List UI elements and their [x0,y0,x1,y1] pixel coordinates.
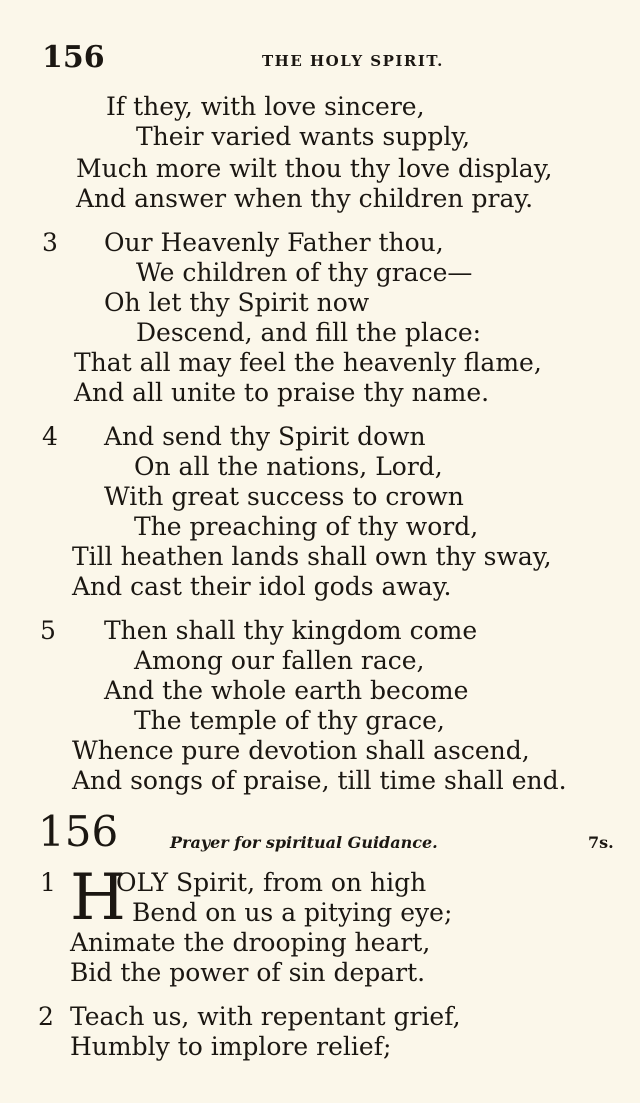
hymn-meter: 7s. [588,833,614,852]
stanza-line: And answer when thy children pray. [76,184,534,213]
verse-number: 4 [42,422,58,451]
stanza-line: With great success to crown [104,482,464,511]
page-header [40,40,610,76]
running-title: THE HOLY SPIRIT. [262,52,444,70]
hymn-number: 156 [38,807,119,856]
stanza-line: The temple of thy grace, [134,706,445,735]
stanza-line: That all may feel the heavenly flame, [74,348,542,377]
stanza-line: Among our fallen race, [134,646,425,675]
stanza-line: And the whole earth become [104,676,469,705]
stanza-line: Animate the drooping heart, [70,928,431,957]
stanza-line: And all unite to praise thy name. [74,378,490,407]
verse-number: 3 [42,228,58,257]
stanza-line: Oh let thy Spirit now [104,288,370,317]
stanza-line: Bend on us a pitying eye; [132,898,453,927]
stanza-line: OLY Spirit, from on high [116,868,427,897]
stanza-line: On all the nations, Lord, [134,452,443,481]
drop-cap: H [70,861,126,935]
verse-number: 2 [38,1002,54,1031]
stanza-line: Whence pure devotion shall ascend, [72,736,530,765]
stanza-line: Then shall thy kingdom come [104,616,478,645]
hymn-title: Prayer for spiritual Guidance. [170,833,438,852]
verse-number: 1 [40,868,56,897]
stanza-line: Our Heavenly Father thou, [104,228,444,257]
verse-number: 5 [40,616,56,645]
stanza-line: And songs of praise, till time shall end. [72,766,567,795]
stanza-line: If they, with love sincere, [106,92,425,121]
stanza-line: Their varied wants supply, [136,122,471,151]
stanza-line: Teach us, with repentant grief, [70,1002,461,1031]
stanza-line: The preaching of thy word, [134,512,479,541]
stanza-line: Till heathen lands shall own thy sway, [72,542,552,571]
stanza-line: And send thy Spirit down [104,422,426,451]
stanza-line: Humbly to implore relief; [70,1032,392,1061]
stanza-line: Much more wilt thou thy love display, [76,154,553,183]
page-number: 156 [42,40,105,75]
stanza-line: Descend, and fill the place: [136,318,482,347]
stanza-line: We children of thy grace— [136,258,473,287]
stanza-line: Bid the power of sin depart. [70,958,426,987]
stanza-line: And cast their idol gods away. [72,572,452,601]
